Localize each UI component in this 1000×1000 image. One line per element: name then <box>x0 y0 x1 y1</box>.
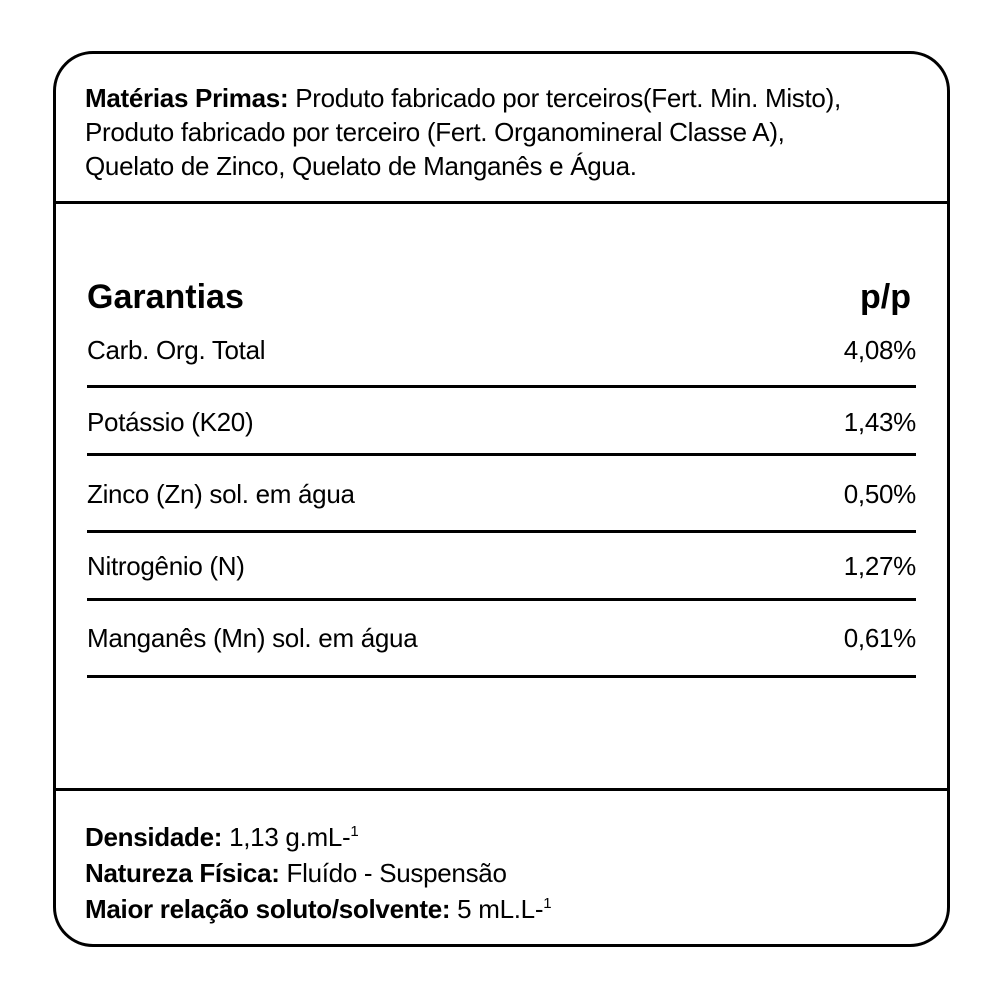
guarantee-name: Nitrogênio (N) <box>87 551 245 581</box>
physical-nature-line <box>85 855 927 891</box>
guarantees-unit: p/p <box>860 278 911 316</box>
guarantees-section <box>56 204 947 791</box>
solute-ratio-exponent: 1 <box>543 895 552 912</box>
solute-ratio-line <box>85 891 927 927</box>
raw-materials-text-3: Quelato de Zinco, Quelato de Manganês e Água. <box>85 151 637 181</box>
raw-materials-label: Matérias Primas: <box>85 83 289 113</box>
raw-materials-section <box>56 54 947 204</box>
solute-ratio-value: 5 mL.L- <box>450 894 544 924</box>
raw-materials-text-1: Produto fabricado por terceiros(Fert. Min. Misto), <box>288 83 841 113</box>
product-label-card <box>53 51 950 947</box>
row-divider <box>87 530 916 533</box>
physical-nature-label: Natureza Física: <box>85 858 280 888</box>
raw-materials-line-1 <box>85 81 927 115</box>
guarantee-name: Carb. Org. Total <box>87 335 266 365</box>
physical-info-section <box>56 791 947 947</box>
density-value: 1,13 g.mL- <box>222 822 351 852</box>
row-divider <box>87 598 916 601</box>
solute-ratio-label: Maior relação soluto/solvente: <box>85 894 451 924</box>
guarantee-value: 4,08% <box>843 335 916 365</box>
guarantee-name: Potássio (K20) <box>87 407 254 437</box>
guarantee-name: Zinco (Zn) sol. em água <box>87 479 355 509</box>
density-line <box>85 819 927 855</box>
row-divider <box>87 453 916 456</box>
guarantee-value: 1,27% <box>843 551 916 581</box>
raw-materials-text-2: Produto fabricado por terceiro (Fert. Organomineral Classe A), <box>85 117 785 147</box>
guarantee-value: 0,50% <box>843 479 916 509</box>
density-exponent: 1 <box>350 823 359 840</box>
guarantee-value: 0,61% <box>843 623 916 653</box>
row-divider <box>87 385 916 388</box>
guarantees-header <box>87 274 916 320</box>
guarantee-name: Manganês (Mn) sol. em água <box>87 623 418 653</box>
physical-nature-value: Fluído - Suspensão <box>279 858 507 888</box>
guarantee-value: 1,43% <box>843 407 916 437</box>
density-label: Densidade: <box>85 822 223 852</box>
guarantees-title: Garantias <box>87 278 244 316</box>
row-divider <box>87 675 916 678</box>
